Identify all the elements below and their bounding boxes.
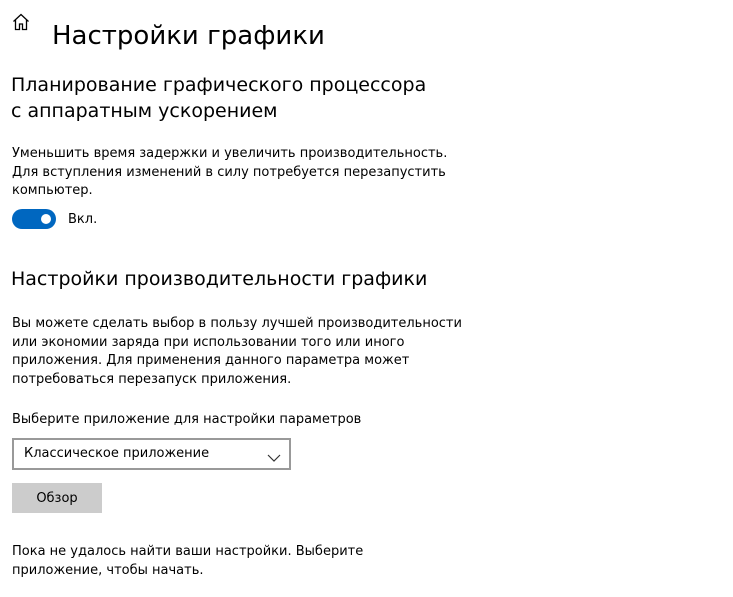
page-title: Настройки графики (52, 21, 325, 52)
toggle-state-label: Вкл. (68, 211, 98, 227)
chevron-down-icon (267, 448, 281, 458)
app-type-dropdown[interactable] (12, 438, 291, 470)
gpu-scheduling-toggle[interactable] (12, 209, 56, 229)
app-type-selected-value: Классическое приложение (24, 446, 210, 461)
app-select-label: Выберите приложение для настройки параметров (12, 412, 362, 427)
toggle-knob (41, 214, 51, 224)
browse-button[interactable]: Обзор (12, 483, 102, 513)
no-settings-message: Пока не удалось найти ваши настройки. Выберите приложение, чтобы начать. (12, 544, 364, 578)
gpu-scheduling-description: Уменьшить время задержки и увеличить производительность. Для вступления изменений в силу потребуется перезапустить компьютер. (12, 146, 448, 198)
gpu-scheduling-heading: Планирование графического процессора с аппаратным ускорением (11, 74, 427, 122)
home-icon[interactable] (11, 12, 31, 32)
page-header (0, 0, 733, 52)
gpu-scheduling-toggle-row (12, 209, 97, 229)
graphics-performance-description: Вы можете сделать выбор в пользу лучшей производительности или экономии заряда при использовании того или иного приложения. Для применения данного параметра может потребоваться перезапуск приложения. (12, 316, 462, 387)
graphics-performance-heading: Настройки производительности графики (11, 268, 428, 290)
